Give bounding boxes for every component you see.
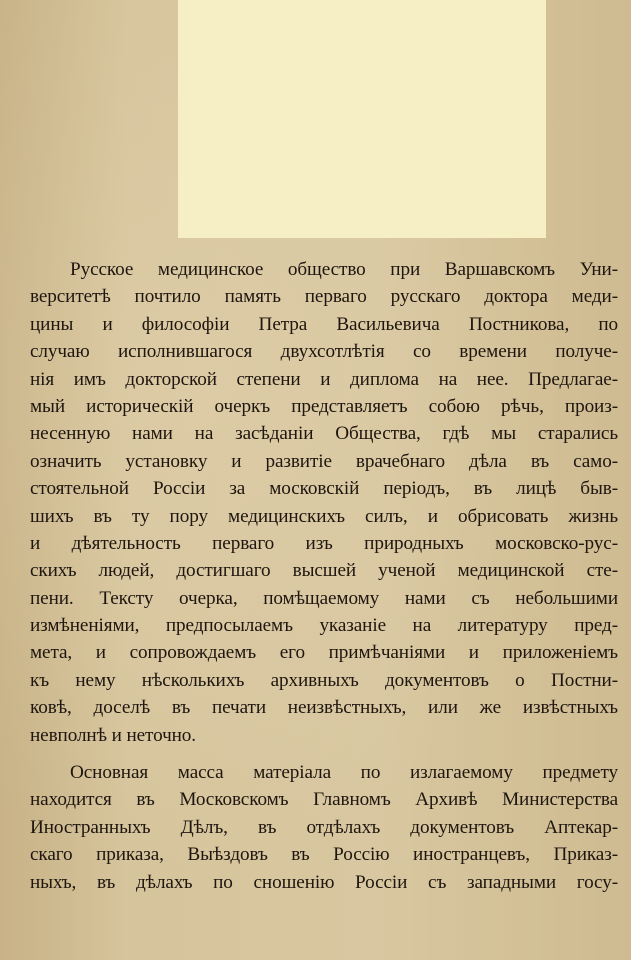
- text-line: пени. Тексту очерка, помѣщаемому нами съ небольшими: [30, 587, 618, 609]
- text-line: находится въ Московскомъ Главномъ Архивѣ Министерства: [30, 789, 618, 811]
- text-line: несенную нами на засѣданіи Общества, гдѣ мы старались: [30, 423, 618, 445]
- text-line: случаю исполнившагося двухсотлѣтія со времени получе-: [30, 341, 618, 363]
- paragraph-2: [30, 759, 618, 896]
- text-line: ныхъ, въ дѣлахъ по сношенію Россіи съ западными госу-: [30, 871, 618, 893]
- text-line: шихъ въ ту пору медицинскихъ силъ, и обрисовать жизнь: [30, 505, 618, 527]
- text-line: Иностранныхъ Дѣлъ, въ отдѣлахъ документовъ Аптекар-: [30, 816, 618, 838]
- text-line: верситетѣ почтило память перваго русскаго доктора меди-: [30, 286, 618, 308]
- paragraph-gap: [30, 749, 618, 759]
- text-line: цины и философіи Петра Васильевича Постникова, по: [30, 313, 618, 335]
- text-line: мый историческій очеркъ представляетъ собою рѣчь, произ-: [30, 395, 618, 417]
- text-line: скаго приказа, Выѣздовъ въ Россію иностранцевъ, Приказ-: [30, 844, 618, 866]
- text-line: ковѣ, доселѣ въ печати неизвѣстныхъ, или же извѣстныхъ: [30, 697, 618, 719]
- text-line: нія имъ докторской степени и диплома на нее. Предлагае-: [30, 368, 618, 390]
- body-text: [30, 256, 618, 896]
- text-line: невполнѣ и неточно.: [30, 724, 196, 746]
- text-line: къ нему нѣсколькихъ архивныхъ документовъ о Постни-: [30, 669, 618, 691]
- text-line: Основная масса матеріала по излагаемому предмету: [70, 762, 618, 784]
- text-line: Русское медицинское общество при Варшавскомъ Уни-: [70, 259, 618, 280]
- paragraph-1: [30, 256, 618, 749]
- paper-stain: [178, 0, 546, 238]
- text-line: измѣненіями, предпосылаемъ указаніе на литературу пред-: [30, 615, 618, 637]
- text-line: означить установку и развитіе врачебнаго дѣла въ само-: [30, 450, 618, 472]
- text-line: и дѣятельность перваго изъ природныхъ московско-рус-: [30, 532, 618, 554]
- text-line: мета, и сопровождаемъ его примѣчаніями и приложеніемъ: [30, 642, 618, 664]
- text-line: скихъ людей, достигшаго высшей ученой медицинской сте-: [30, 560, 618, 582]
- text-line: стоятельной Россіи за московскій періодъ, въ лицѣ быв-: [30, 478, 618, 500]
